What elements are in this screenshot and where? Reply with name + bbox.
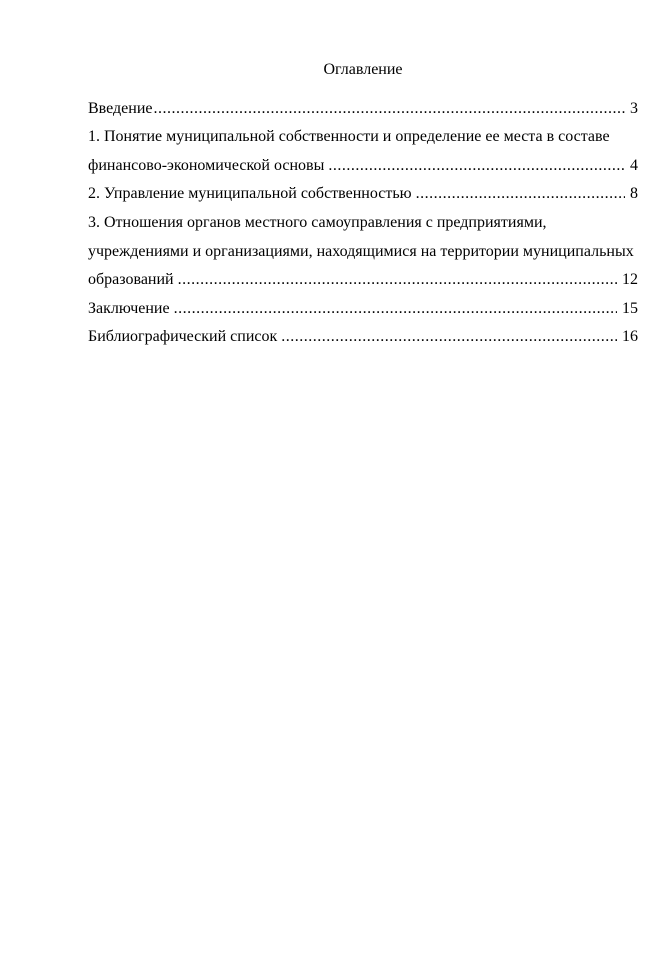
toc-entry-text: 3. Отношения органов местного самоуправления с предприятиями, <box>88 213 547 231</box>
page-number: 12 <box>622 271 638 289</box>
toc-entry-text: 1. Понятие муниципальной собственности и определение ее места в составе <box>88 128 610 146</box>
toc-entry-label: Введение <box>88 99 153 117</box>
page-number: 15 <box>622 299 638 317</box>
toc-entry-bibliography <box>88 323 638 352</box>
toc-entry-label: образований <box>88 271 174 289</box>
toc-entry-label: Библиографический список <box>88 328 278 346</box>
toc-entry-introduction <box>88 95 638 124</box>
dot-leader <box>328 152 625 181</box>
page-number: 3 <box>630 99 638 117</box>
toc-entry-label: Заключение <box>88 299 170 317</box>
page-number: 4 <box>630 156 638 174</box>
dot-leader <box>281 323 617 352</box>
toc-entry-section-2 <box>88 180 638 209</box>
dot-leader <box>154 95 626 124</box>
toc-entry-text: учреждениями и организациями, находящимися на территории муниципальных <box>88 242 634 260</box>
dot-leader <box>416 180 625 209</box>
page-number: 8 <box>630 185 638 203</box>
page-number: 16 <box>622 328 638 346</box>
toc-entry-label: финансово-экономической основы <box>88 156 325 174</box>
toc-entry-section-3 <box>88 209 638 295</box>
toc-entry-label: 2. Управление муниципальной собственностью <box>88 185 412 203</box>
toc-title: Оглавление <box>323 61 403 78</box>
toc-entry-section-1 <box>88 123 638 180</box>
dot-leader <box>174 295 617 324</box>
toc-entry-conclusion <box>88 295 638 324</box>
dot-leader <box>178 266 617 295</box>
table-of-contents <box>0 0 672 352</box>
